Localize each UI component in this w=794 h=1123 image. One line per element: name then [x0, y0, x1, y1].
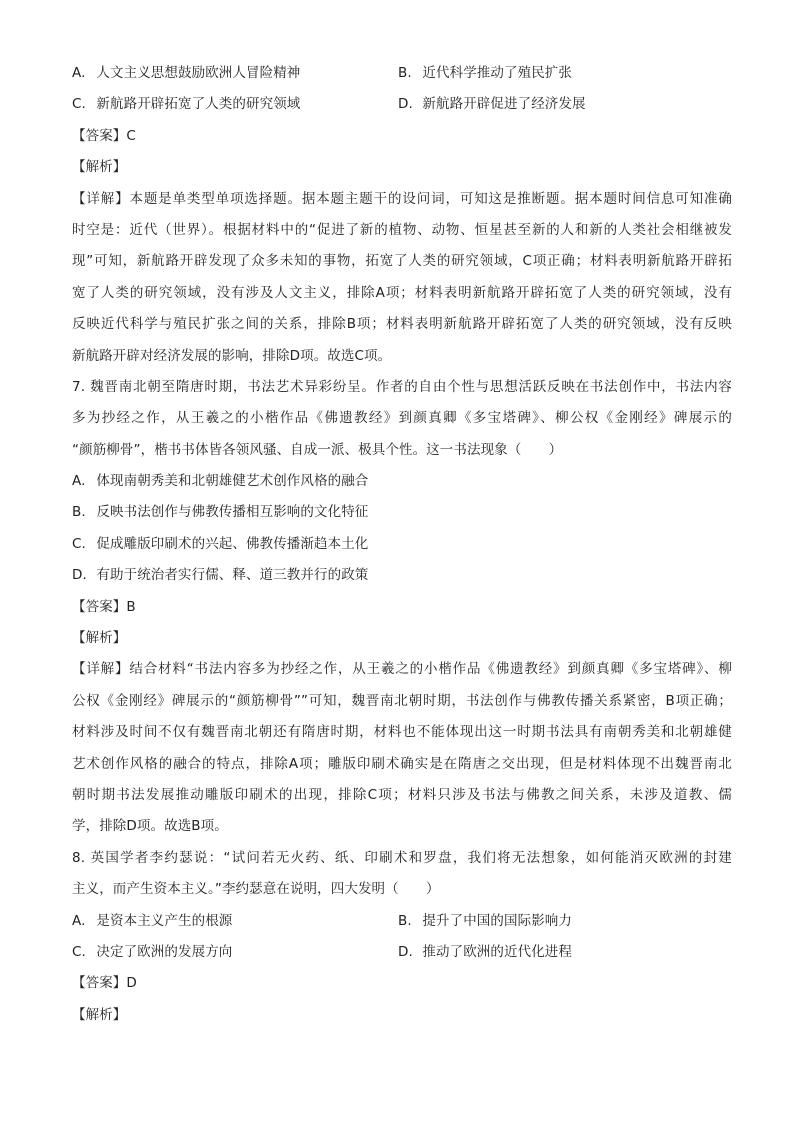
- q7-detail-line: 【详解】结合材料“书法内容多为抄经之作，从王羲之的小楷作品《佛遗教经》到颜真卿《多宝塔碑》、柳: [72, 661, 732, 678]
- q7-option-d: [72, 560, 732, 591]
- option-label: A.: [72, 912, 86, 929]
- option-label: C.: [72, 96, 86, 113]
- q7-stem-line: 7. 魏晋南北朝至隋唐时期，书法艺术异彩纷呈。作者的自由个性与思想活跃反映在书法创作中，书法内容: [72, 378, 732, 395]
- q8-option-a: [72, 906, 398, 937]
- q7-detail-line: 公权《金刚经》碑展示的“颜筋柳骨””可知，魏晋南北朝时期，书法创作与佛教传播关系紧密，B项正确；: [72, 692, 732, 709]
- q7-detail-line: 学，排除D项。故选B项。: [72, 818, 228, 835]
- option-text: 推动了欧洲的近代化进程: [422, 943, 573, 960]
- option-text: 新航路开辟拓宽了人类的研究领域: [96, 96, 301, 113]
- q6-answer: 【答案】C: [72, 127, 136, 144]
- option-label: B.: [72, 504, 86, 521]
- q7-detail-line: 朝时期书法发展推动雕版印刷术的出现，排除C项；材料只涉及书法与佛教之间关系，未涉及道教、儒: [72, 786, 732, 803]
- q6-detail-line: 时空是：近代（世界）。根据材料中的“促进了新的植物、动物、恒星甚至新的人和新的人类社会相继被发: [72, 221, 732, 238]
- option-label: A.: [72, 473, 86, 490]
- q6-options-row-1: [72, 58, 732, 89]
- option-label: D.: [398, 96, 413, 113]
- option-label: C.: [72, 535, 86, 552]
- q7-stem-line: 多为抄经之作，从王羲之的小楷作品《佛遗教经》到颜真卿《多宝塔碑》、柳公权《金刚经》碑展示的: [72, 410, 732, 427]
- q6-detail-line: 新航路开辟对经济发展的影响，排除D项。故选C项。: [72, 347, 392, 364]
- option-label: D.: [398, 943, 413, 960]
- option-text: 提升了中国的国际影响力: [422, 912, 573, 929]
- q6-option-c: [72, 89, 398, 120]
- q6-option-a: [72, 58, 398, 89]
- q6-options-row-2: [72, 89, 732, 120]
- option-text: 新航路开辟促进了经济发展: [422, 96, 586, 113]
- q6-detail-line: 【详解】本题是单类型单项选择题。据本题主题干的设问词，可知这是推断题。据本题时间信息可知准确: [72, 190, 732, 207]
- q7-analysis-title: 【解析】: [72, 630, 127, 647]
- q6-detail-line: 现”可知，新航路开辟发现了众多未知的事物，拓宽了人类的研究领域，C项正确；材料表明新航路开辟拓: [72, 253, 732, 270]
- option-label: B.: [398, 912, 412, 929]
- option-label: A.: [72, 65, 86, 81]
- q6-detail-line: 反映近代科学与殖民扩张之间的关系，排除B项；材料表明新航路开辟拓宽了人类的研究领域，没有反映: [72, 316, 732, 333]
- q7-option-b: [72, 497, 732, 528]
- q8-option-b: [398, 906, 732, 937]
- option-label: B.: [398, 65, 412, 81]
- q7-answer: 【答案】B: [72, 598, 136, 615]
- q8-stem-line: 主义，而产生资本主义。”李约瑟意在说明，四大发明（ ）: [72, 881, 440, 898]
- q8-option-c: [72, 937, 398, 968]
- q7-stem-line: “颜筋柳骨”，楷书书体皆各领风骚、自成一派、极具个性。这一书法现象（ ）: [72, 441, 563, 458]
- option-label: D.: [72, 567, 87, 584]
- q6-detail-line: 宽了人类的研究领域，没有涉及人文主义，排除A项；材料表明新航路开辟拓宽了人类的研究领域，没有: [72, 284, 732, 301]
- q7-option-a: [72, 466, 732, 497]
- q7-option-c: [72, 529, 732, 560]
- q7-detail-line: 艺术创作风格的融合的特点，排除A项；雕版印刷术确实是在隋唐之交出现，但是材料体现不出魏晋南北: [72, 755, 732, 772]
- option-text: 促成雕版印刷术的兴起、佛教传播渐趋本土化: [96, 535, 369, 552]
- q8-answer: 【答案】D: [72, 975, 137, 992]
- option-text: 有助于统治者实行儒、释、道三教并行的政策: [96, 567, 369, 584]
- q8-analysis-title: 【解析】: [72, 1006, 127, 1023]
- option-label: C.: [72, 943, 86, 960]
- option-text: 体现南朝秀美和北朝雄健艺术创作风格的融合: [96, 473, 369, 490]
- option-text: 反映书法创作与佛教传播相互影响的文化特征: [96, 504, 369, 521]
- option-text: 近代科学推动了殖民扩张: [422, 65, 573, 81]
- q6-option-b: [398, 58, 732, 89]
- q8-options-row-2: [72, 937, 732, 968]
- q8-stem-line: 8. 英国学者李约瑟说：“试问若无火药、纸、印刷术和罗盘，我们将无法想象，如何能消灭欧洲的封建: [72, 849, 732, 866]
- exam-page: [72, 58, 732, 1031]
- option-text: 人文主义思想鼓励欧洲人冒险精神: [96, 65, 301, 81]
- option-text: 是资本主义产生的根源: [96, 912, 233, 929]
- q7-detail-line: 材料涉及时间不仅有魏晋南北朝还有隋唐时期，材料也不能体现出这一时期书法具有南朝秀美和北朝雄健: [72, 724, 732, 741]
- q8-options-row-1: [72, 906, 732, 937]
- q8-option-d: [398, 937, 732, 968]
- q6-analysis-title: 【解析】: [72, 159, 127, 176]
- option-text: 决定了欧洲的发展方向: [96, 943, 233, 960]
- q6-option-d: [398, 89, 732, 120]
